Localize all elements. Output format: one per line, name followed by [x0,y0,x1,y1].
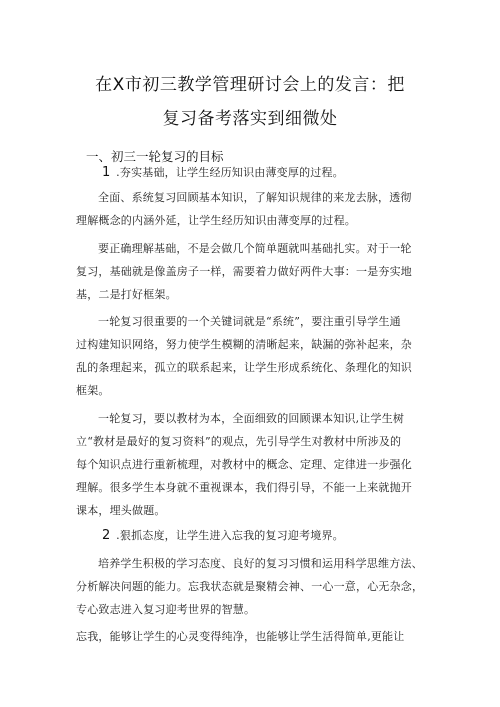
document-title-line-2: 复习备考落实到细微处 [162,109,338,129]
paragraph-line: 基，二是打好框架。 [76,288,177,301]
document-title-line-1: 在X市初三教学管理研讨会上的发言：把 [95,75,405,95]
subheading-1 [102,164,344,180]
paragraph-line: 理解。很多学生本身就不重视课本，我们得引导，不能一上来就抛开 [76,481,412,494]
subheading-1-number: 1 [102,165,111,180]
paragraph-line: 过构建知识网络，努力使学生模糊的清晰起来，缺漏的弥补起来，杂 [76,338,412,351]
paragraph-line: 培养学生积极的学习态度、良好的复习习惯和运用科学思维方法、 [98,557,423,570]
paragraph-line: 一轮复习，要以教材为本，全面细致的回顾课本知识,让学生树 [98,412,405,425]
paragraph-line: 课本，埋头做题。 [76,504,166,517]
subheading-1-text: .夯实基础，让学生经历知识由薄变厚的过程。 [112,166,344,179]
paragraph-line: 每个知识点进行重新梳理，对教材中的概念、定理、定律进一步强化 [76,458,412,471]
paragraph-line: 分析解决问题的能力。忘我状态就是聚精会神、一心一意，心无杂念， [76,580,424,593]
paragraph-line: 立“教材是最好的复习资料”的观点，先引导学生对教材中所涉及的 [76,435,402,448]
paragraph-line: 复习，基础就是像盖房子一样，需要着力做好两件大事：一是夯实地 [76,265,412,278]
paragraph-line: 专心致志进入复习迎考世界的智慧。 [76,603,256,616]
paragraph-line: 理解概念的内涵外延，让学生经历知识由薄变厚的过程。 [76,214,356,227]
paragraph-line: 忘我，能够让学生的心灵变得纯净，也能够让学生活得简单,更能让 [76,630,405,643]
paragraph-line: 框架。 [76,384,110,397]
paragraph-line: 一轮复习很重要的一个关键词就是“系统”，要注重引导学生通 [98,315,401,328]
section-heading: 一、初三一轮复习的目标 [86,149,224,164]
subheading-2 [102,527,344,543]
paragraph-line: 全面、系统复习回顾基本知识，了解知识规律的来龙去脉，透彻 [98,191,412,204]
paragraph-line: 要正确理解基础，不是会做几个简单题就叫基础扎实。对于一轮 [98,242,412,255]
subheading-2-number: 2 [102,528,111,543]
subheading-2-text: .狠抓态度，让学生进入忘我的复习迎考境界。 [112,529,344,542]
paragraph-line: 乱的条理起来，孤立的联系起来，让学生形成系统化、条理化的知识 [76,361,412,374]
